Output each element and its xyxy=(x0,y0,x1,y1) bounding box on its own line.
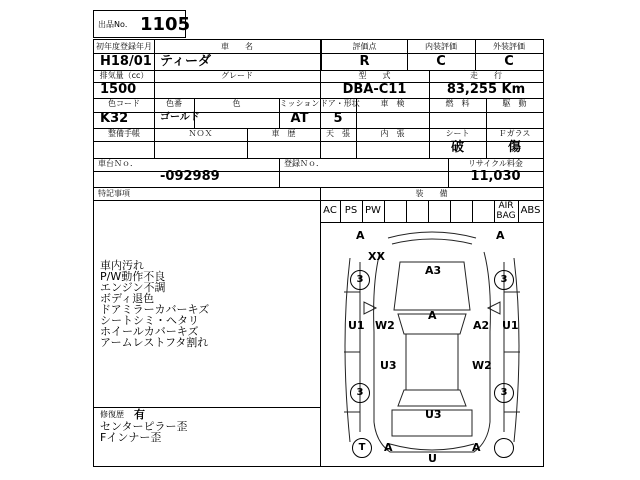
interior-trim-label: 内 張 xyxy=(380,129,405,138)
color-label: 色 xyxy=(232,99,241,108)
glass-label: Ｆガラス xyxy=(498,129,531,138)
seat-condition: 破 xyxy=(450,140,464,155)
mileage-label: 走 行 xyxy=(470,71,502,80)
nox-label: ＮＯＸ xyxy=(188,129,213,138)
history-label: 車 歴 xyxy=(271,129,296,138)
maintenance-book-label: 整備手帳 xyxy=(108,129,140,138)
mission-label: ミッション xyxy=(279,99,320,108)
mark-right-w2: W2 xyxy=(472,359,492,372)
mark-tire: T xyxy=(352,438,372,458)
remark-line: ホイールカバーキズ xyxy=(100,325,199,338)
equip-airbag: AIR BAG xyxy=(496,201,516,221)
drive-label: 駆 動 xyxy=(502,99,527,108)
mark-right-u1: U1 xyxy=(502,319,519,332)
ceiling-label: 天 張 xyxy=(326,129,350,138)
mileage: 83,255 Km xyxy=(446,82,526,97)
car-diagram xyxy=(320,222,544,467)
color: ゴールド xyxy=(160,112,200,123)
interior-grade-label: 内装評価 xyxy=(425,42,457,51)
equipment-label: 装 備 xyxy=(415,189,448,198)
exterior-grade: C xyxy=(504,54,514,69)
wheel-front-left: 3 xyxy=(350,270,370,290)
evaluation-score: R xyxy=(359,54,370,69)
first-registration: H18/01 xyxy=(100,54,152,69)
equip-ac: AC xyxy=(323,205,337,216)
repair-history-value: 有 xyxy=(134,408,145,421)
mark-right-a2: A2 xyxy=(473,319,490,332)
wheel-spare xyxy=(494,438,514,458)
repair-line: センターピラー歪 xyxy=(100,420,188,433)
seat-label: シート xyxy=(445,129,470,138)
inspection-label: 車 検 xyxy=(380,99,405,108)
mark-bonnet: A3 xyxy=(425,264,442,277)
mark-front-left: A xyxy=(356,229,365,242)
color-no-label: 色番 xyxy=(166,99,182,108)
glass-condition: 傷 xyxy=(507,140,521,155)
repair-line: Fインナー歪 xyxy=(100,431,162,444)
mark-front-right: A xyxy=(496,229,505,242)
mark-trunk: U3 xyxy=(425,408,442,421)
equip-ps: PS xyxy=(344,205,358,216)
interior-grade: C xyxy=(436,54,446,69)
mark-rear-bumper: U xyxy=(428,452,437,465)
lot-label: 出品No． xyxy=(98,20,133,29)
car-name-label: 車 名 xyxy=(221,42,253,51)
model-code: DBA-C11 xyxy=(342,82,407,97)
door-label: ドア・形状 xyxy=(320,99,360,108)
wheel-rear-right: 3 xyxy=(494,383,514,403)
lot-number-box xyxy=(93,10,191,38)
displacement-label: 排気量（cc） xyxy=(99,71,149,80)
mark-rear-right: A xyxy=(472,441,481,454)
remark-line: P/W動作不良 xyxy=(100,270,166,283)
remarks-label: 特記事項 xyxy=(98,189,130,198)
mark-xx: XX xyxy=(368,250,385,263)
fuel-label: 燃 料 xyxy=(445,99,470,108)
remark-line: アームレストフタ割れ xyxy=(100,336,209,349)
equip-abs: ABS xyxy=(520,205,541,216)
remark-line: ドアミラーカバーキズ xyxy=(100,303,210,316)
remark-line: ボディ退色 xyxy=(100,292,155,305)
registration-label: 登録Ｎｏ． xyxy=(284,159,324,168)
mark-left-u3: U3 xyxy=(380,359,397,372)
score-label: 評価点 xyxy=(352,42,377,51)
model-label: 型 式 xyxy=(358,71,391,80)
mark-roof: A xyxy=(428,309,437,322)
wheel-front-right: 3 xyxy=(494,270,514,290)
wheel-rear-left: 3 xyxy=(350,383,370,403)
recycle-label: リサイクル料金 xyxy=(468,159,523,168)
remark-line: エンジン不調 xyxy=(100,281,166,294)
car-name: ティーダ xyxy=(160,54,211,69)
door: 5 xyxy=(333,111,343,126)
remarks-list xyxy=(100,260,209,348)
mission: AT xyxy=(290,111,309,126)
remark-line: 車内汚れ xyxy=(100,259,144,272)
remark-line: シートシミ・ヘタリ xyxy=(100,314,199,327)
mark-left-w2: W2 xyxy=(375,319,395,332)
color-code: K32 xyxy=(100,111,129,126)
mark-left-u1: U1 xyxy=(348,319,365,332)
grade-label: グレード xyxy=(221,71,253,80)
chassis-number: -092989 xyxy=(160,169,220,184)
color-code-label: 色コード xyxy=(108,99,140,108)
exterior-grade-label: 外装評価 xyxy=(493,42,525,51)
year-label: 初年度登録年月 xyxy=(96,42,152,51)
chassis-label: 車台Ｎｏ． xyxy=(98,159,138,168)
recycle-fee: 11,030 xyxy=(470,169,521,184)
equip-pw: PW xyxy=(365,205,381,216)
repair-history-label: 修復歴 xyxy=(100,410,124,419)
displacement: 1500 xyxy=(100,82,137,97)
mark-rear-left: A xyxy=(384,441,393,454)
lot-number: 1105 xyxy=(140,14,191,35)
repair-list xyxy=(100,421,188,443)
